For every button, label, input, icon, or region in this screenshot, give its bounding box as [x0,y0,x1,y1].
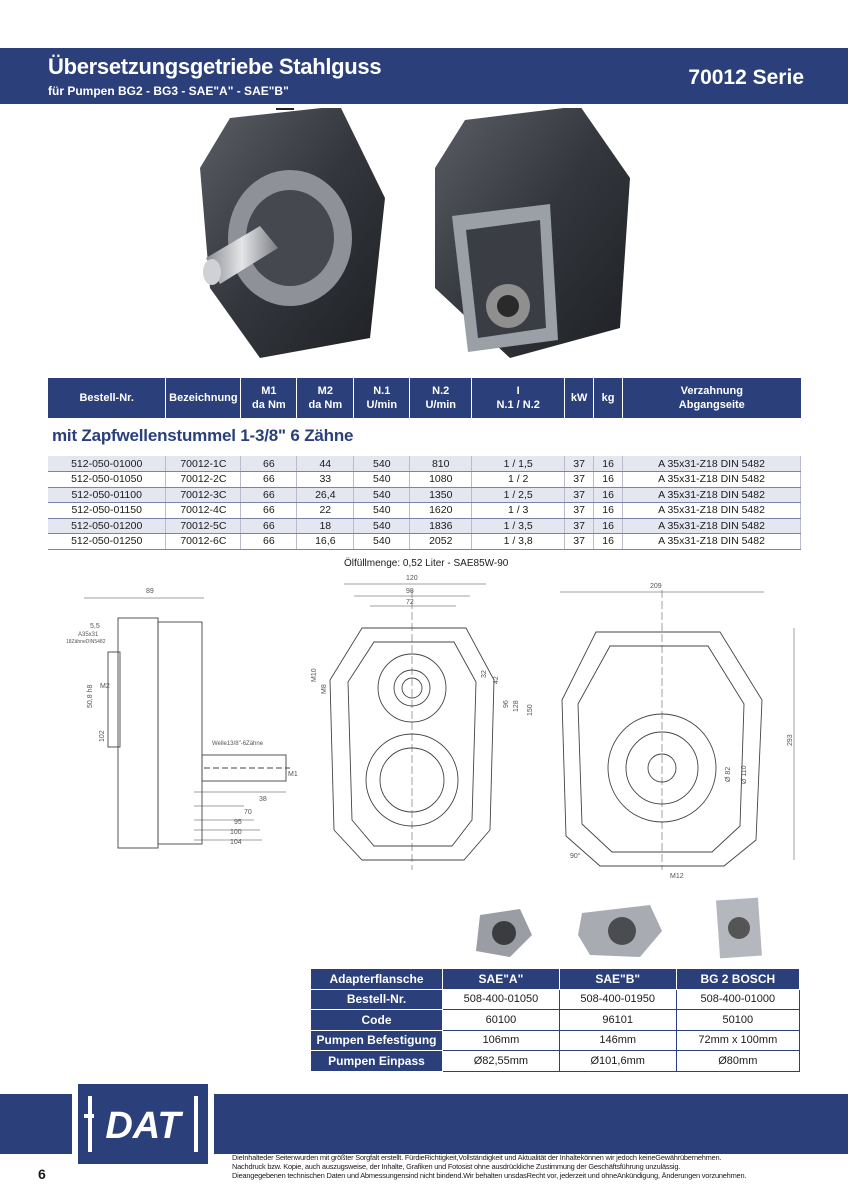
dim-label: M10 [311,668,318,682]
cell: 512-050-01250 [48,534,166,550]
adapter-table [310,968,800,1072]
cell: 66 [241,472,297,488]
header-banner [0,48,848,104]
dim-label: Welle13/8"-6Zähne [212,741,264,747]
dim-label: 96 [503,700,510,708]
cell: 810 [410,456,472,472]
dim-label: 42 [493,676,500,684]
table-row [311,1010,800,1031]
cell: 512-050-01000 [48,456,166,472]
technical-drawings [44,570,814,900]
side-view-drawing [84,598,290,848]
col-header: M2 da Nm [297,378,354,418]
col-header: N.2 U/min [410,378,472,418]
cell: 540 [354,472,410,488]
cell: 540 [354,487,410,503]
logo-text: DAT [105,1105,181,1147]
cell: 1 / 3,5 [472,518,565,534]
dim-label: 38 [259,796,267,803]
cell: 512-050-01100 [48,487,166,503]
dim-label: 89 [146,588,154,595]
cell: 33 [297,472,354,488]
dim-label: Ø 82 [725,766,732,782]
adapter-photos [450,895,800,965]
table-row [48,472,801,488]
cell: 37 [565,487,594,503]
cell: 70012-4C [166,503,241,519]
cell: 1 / 1,5 [472,456,565,472]
dim-label: 70 [244,809,252,816]
page-number: 6 [38,1166,46,1182]
row-label: Code [311,1010,443,1031]
dim-label: 100 [230,829,242,836]
dim-label: 104 [230,839,242,846]
cell: 96101 [559,1010,676,1031]
gearbox-photos [190,108,650,370]
cell: 1 / 2,5 [472,487,565,503]
cell: 16,6 [297,534,354,550]
table-row [48,456,801,472]
cell: 540 [354,518,410,534]
cell: 1 / 2 [472,472,565,488]
adapter-photo-bg2 [716,898,762,959]
cell: 146mm [559,1030,676,1051]
cell: A 35x31-Z18 DIN 5482 [623,518,801,534]
cell: 22 [297,503,354,519]
dim-label: M8 [321,684,328,694]
cell: 512-050-01200 [48,518,166,534]
cell: 66 [241,534,297,550]
col-header: I N.1 / N.2 [472,378,565,418]
back-view-drawing [560,590,794,870]
adapter-photo-sae-b [578,905,662,957]
dim-label: M12 [670,873,684,880]
cell: 37 [565,518,594,534]
cell: 70012-2C [166,472,241,488]
cell: 26,4 [297,487,354,503]
cell: 1 / 3,8 [472,534,565,550]
section-title: mit Zapfwellenstummel 1-3/8" 6 Zähne [52,426,354,445]
gearbox-photo-back [435,108,630,358]
cell: 66 [241,456,297,472]
series-label: 70012 Serie [688,66,804,89]
cell: 16 [594,456,623,472]
cell: A 35x31-Z18 DIN 5482 [623,503,801,519]
cell: 16 [594,518,623,534]
cell: 16 [594,503,623,519]
dim-label: 50,8 h8 [87,684,94,708]
cell: 508-400-01000 [676,989,799,1010]
dim-label: 5,5 [90,623,100,630]
cell: 540 [354,503,410,519]
col-header: kW [565,378,594,418]
cell: 70012-1C [166,456,241,472]
table-row [311,989,800,1010]
dim-label: M1 [288,771,298,778]
cell: 16 [594,534,623,550]
disclaimer-line: DieInhalteder Seitenwurden mit größter Sorgfalt erstellt. FürdieRichtigkeit,Vollständigkeit und Aktualität der Inhaltekönnen wir jedoch keineGewährübernehmen. [232,1153,722,1162]
cell: 508-400-01050 [443,989,560,1010]
cell: 70012-3C [166,487,241,503]
adapter-col: BG 2 BOSCH [676,969,799,990]
adapter-header-row [311,969,800,990]
col-header: Bestell-Nr. [48,378,166,418]
cell: A 35x31-Z18 DIN 5482 [623,456,801,472]
row-label: Pumpen Einpass [311,1051,443,1072]
cell: Ø82,55mm [443,1051,560,1072]
table-row [48,518,801,534]
cell: 37 [565,534,594,550]
cell: 1080 [410,472,472,488]
dim-label: 32 [481,670,488,678]
table-row [311,1030,800,1051]
dim-label: M2 [100,683,110,690]
oil-note: Ölfüllmenge: 0,52 Liter - SAE85W-90 [344,558,509,569]
cell: 1620 [410,503,472,519]
disclaimer [232,1153,832,1180]
cell: 66 [241,518,297,534]
disclaimer-line: Nachdruck bzw. Kopie, auch auszugsweise, der Inhalte, Grafiken und Fotosist ohne ausdrückliche Zustimmung der Geschäftsführung unzulässig. [232,1162,681,1171]
dim-label: 72 [406,599,414,606]
table-row [48,487,801,503]
cell: 106mm [443,1030,560,1051]
cell: 512-050-01050 [48,472,166,488]
col-header: N.1 U/min [354,378,410,418]
cell: 50100 [676,1010,799,1031]
cell: 1 / 3 [472,503,565,519]
col-header: Verzahnung Abgangseite [623,378,801,418]
cell: 66 [241,487,297,503]
dim-label: A35x31 [78,632,99,638]
dim-label: 90° [570,853,581,860]
cell: 66 [241,503,297,519]
cell: 540 [354,456,410,472]
dim-label: 150 [527,704,534,716]
cell: A 35x31-Z18 DIN 5482 [623,534,801,550]
dim-label: 102 [99,730,106,742]
dim-label: Ø 110 [741,765,748,784]
dat-logo [72,1078,214,1170]
dim-label: 98 [406,588,414,595]
table-row [48,503,801,519]
cell: 37 [565,503,594,519]
table-row [48,534,801,550]
dim-label: 120 [406,575,418,582]
cell: 70012-5C [166,518,241,534]
row-label: Bestell-Nr. [311,989,443,1010]
cell: 512-050-01150 [48,503,166,519]
page-subtitle: für Pumpen BG2 - BG3 - SAE"A" - SAE"B" [48,84,289,98]
cell: 1350 [410,487,472,503]
row-label: Pumpen Befestigung [311,1030,443,1051]
spec-header-row [48,378,801,418]
cell: 70012-6C [166,534,241,550]
cell: 37 [565,472,594,488]
col-header: M1 da Nm [241,378,297,418]
cell: 508-400-01950 [559,989,676,1010]
adapter-photo-sae-a [476,909,532,957]
disclaimer-line: Dieangegebenen technischen Daten und Abmessungensind nicht bindend.Wir behalten unsdasRecht vor, jederzeit und ohneAnkündigung, Änderungen vorzunehmen. [232,1171,747,1180]
cell: Ø80mm [676,1051,799,1072]
dim-label: 128 [513,700,520,712]
front-view-drawing [330,584,494,870]
cell: 540 [354,534,410,550]
cell: 72mm x 100mm [676,1030,799,1051]
cell: 18 [297,518,354,534]
cell: 60100 [443,1010,560,1031]
dim-label: 293 [787,734,794,746]
cell: 1836 [410,518,472,534]
table-row [311,1051,800,1072]
dim-label: 18ZähneDIN5482 [66,639,106,645]
spec-table [48,378,801,550]
gearbox-photo-front [200,108,385,358]
cell: Ø101,6mm [559,1051,676,1072]
col-header: Bezeichnung [166,378,241,418]
page-title: Übersetzungsgetriebe Stahlguss [48,54,382,79]
cell: 44 [297,456,354,472]
col-header: kg [594,378,623,418]
adapter-col: SAE"B" [559,969,676,990]
cell: 37 [565,456,594,472]
dim-label: 209 [650,583,662,590]
cell: A 35x31-Z18 DIN 5482 [623,487,801,503]
adapter-col: SAE"A" [443,969,560,990]
adapter-corner: Adapterflansche [311,969,443,990]
cell: 2052 [410,534,472,550]
cell: A 35x31-Z18 DIN 5482 [623,472,801,488]
cell: 16 [594,472,623,488]
dim-label: 95 [234,819,242,826]
cell: 16 [594,487,623,503]
